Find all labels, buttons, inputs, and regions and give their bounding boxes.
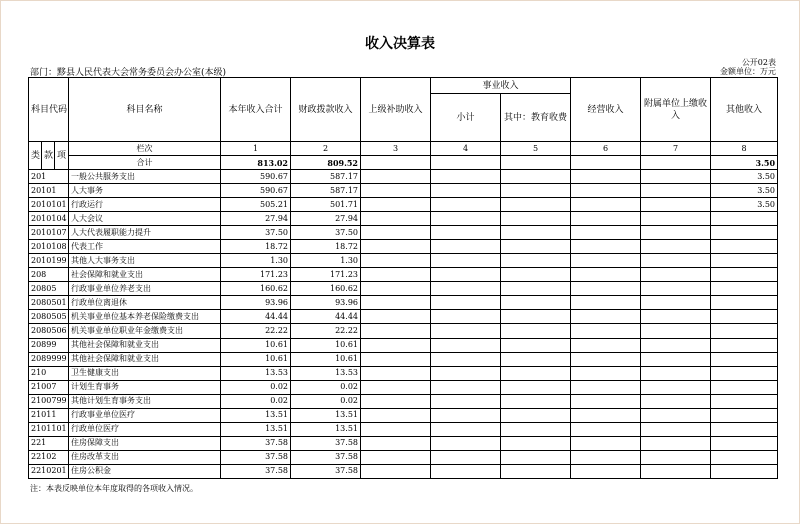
row-code: 2080506 <box>29 324 69 338</box>
department-label: 部门：黟县人民代表大会常务委员会办公室(本级) <box>30 68 227 78</box>
row-fiscal: 37.58 <box>291 436 361 450</box>
row-total: 22.22 <box>221 324 291 338</box>
table-row <box>29 212 778 226</box>
row-total: 27.94 <box>221 212 291 226</box>
row-name: 其他计划生育事务支出 <box>69 394 221 408</box>
col-number: 3 <box>361 142 431 156</box>
row-total: 0.02 <box>221 394 291 408</box>
table-row <box>29 380 778 394</box>
row-total: 13.51 <box>221 422 291 436</box>
row-fiscal: 171.23 <box>291 268 361 282</box>
row-total: 590.67 <box>221 170 291 184</box>
row-fiscal: 501.71 <box>291 198 361 212</box>
table-row <box>29 338 778 352</box>
col-number: 8 <box>711 142 778 156</box>
row-fiscal: 587.17 <box>291 170 361 184</box>
row-name: 一般公共服务支出 <box>69 170 221 184</box>
row-other <box>711 240 778 254</box>
total-row-other: 3.50 <box>711 156 778 170</box>
row-other <box>711 408 778 422</box>
row-code: 208 <box>29 268 69 282</box>
row-code: 2100799 <box>29 394 69 408</box>
row-code: 2010101 <box>29 198 69 212</box>
row-other <box>711 268 778 282</box>
row-total: 160.62 <box>221 282 291 296</box>
table-note: 注：本表反映单位本年度取得的各项收入情况。 <box>30 484 198 493</box>
row-name: 代表工作 <box>69 240 221 254</box>
row-name: 其他社会保障和就业支出 <box>69 338 221 352</box>
header-subtotal: 小计 <box>431 94 501 142</box>
row-code: 2080505 <box>29 310 69 324</box>
row-fiscal: 18.72 <box>291 240 361 254</box>
row-other <box>711 212 778 226</box>
header-operating: 经营收入 <box>571 78 641 142</box>
col-number: 2 <box>291 142 361 156</box>
row-total: 171.23 <box>221 268 291 282</box>
row-total: 10.61 <box>221 352 291 366</box>
row-other: 3.50 <box>711 198 778 212</box>
row-fiscal: 13.51 <box>291 408 361 422</box>
row-other <box>711 310 778 324</box>
row-name: 人大代表履职能力提升 <box>69 226 221 240</box>
col-label: 栏次 <box>69 142 221 156</box>
row-name: 人大会议 <box>69 212 221 226</box>
row-other <box>711 338 778 352</box>
row-fiscal: 587.17 <box>291 184 361 198</box>
header-edu: 其中：教育收费 <box>501 94 571 142</box>
row-total: 37.50 <box>221 226 291 240</box>
col-number: 1 <box>221 142 291 156</box>
table-row <box>29 296 778 310</box>
unit-label: 金额单位：万元 <box>720 67 776 76</box>
row-code: 2010108 <box>29 240 69 254</box>
page-title: 收入决算表 <box>365 36 435 52</box>
row-code: 2010107 <box>29 226 69 240</box>
header-xiang: 项 <box>55 142 69 170</box>
row-total: 37.58 <box>221 464 291 478</box>
row-other <box>711 464 778 478</box>
table-row <box>29 198 778 212</box>
row-other <box>711 226 778 240</box>
row-fiscal: 37.58 <box>291 450 361 464</box>
row-code: 210 <box>29 366 69 380</box>
row-fiscal: 44.44 <box>291 310 361 324</box>
header-total: 本年收入合计 <box>221 78 291 142</box>
row-other <box>711 422 778 436</box>
row-total: 44.44 <box>221 310 291 324</box>
table-row <box>29 254 778 268</box>
table-row <box>29 184 778 198</box>
row-name: 住房改革支出 <box>69 450 221 464</box>
row-code: 21011 <box>29 408 69 422</box>
header-code: 科目代码 <box>29 78 69 142</box>
row-total: 1.30 <box>221 254 291 268</box>
row-other <box>711 296 778 310</box>
row-name: 行政单位医疗 <box>69 422 221 436</box>
header-other: 其他收入 <box>711 78 778 142</box>
row-code: 20805 <box>29 282 69 296</box>
row-other <box>711 352 778 366</box>
row-other <box>711 450 778 464</box>
row-other: 3.50 <box>711 170 778 184</box>
row-code: 221 <box>29 436 69 450</box>
header-affiliated: 附属单位上缴收入 <box>641 78 711 142</box>
row-total: 10.61 <box>221 338 291 352</box>
row-fiscal: 27.94 <box>291 212 361 226</box>
table-row <box>29 352 778 366</box>
row-fiscal: 13.53 <box>291 366 361 380</box>
col-number: 6 <box>571 142 641 156</box>
row-fiscal: 1.30 <box>291 254 361 268</box>
header-name: 科目名称 <box>69 78 221 142</box>
row-fiscal: 10.61 <box>291 338 361 352</box>
row-fiscal: 160.62 <box>291 282 361 296</box>
total-row-fiscal: 809.52 <box>291 156 361 170</box>
table-row <box>29 436 778 450</box>
table-row <box>29 170 778 184</box>
header-superior: 上级补助收入 <box>361 78 431 142</box>
col-number: 7 <box>641 142 711 156</box>
row-code: 2080501 <box>29 296 69 310</box>
row-other: 3.50 <box>711 184 778 198</box>
row-name: 其他人大事务支出 <box>69 254 221 268</box>
table-row <box>29 394 778 408</box>
header-lei: 类 <box>29 142 42 170</box>
col-number: 5 <box>501 142 571 156</box>
row-name: 行政事业单位养老支出 <box>69 282 221 296</box>
row-fiscal: 10.61 <box>291 352 361 366</box>
row-total: 37.58 <box>221 436 291 450</box>
table-row <box>29 324 778 338</box>
row-code: 201 <box>29 170 69 184</box>
row-name: 计划生育事务 <box>69 380 221 394</box>
table-row <box>29 282 778 296</box>
row-code: 2010104 <box>29 212 69 226</box>
row-total: 590.67 <box>221 184 291 198</box>
total-row-label: 合计 <box>69 156 221 170</box>
row-code: 20101 <box>29 184 69 198</box>
row-other <box>711 380 778 394</box>
row-fiscal: 37.58 <box>291 464 361 478</box>
row-total: 13.53 <box>221 366 291 380</box>
row-other <box>711 324 778 338</box>
income-table <box>28 77 778 479</box>
row-other <box>711 254 778 268</box>
row-code: 2210201 <box>29 464 69 478</box>
row-other <box>711 282 778 296</box>
row-code: 21007 <box>29 380 69 394</box>
row-name: 行政事业单位医疗 <box>69 408 221 422</box>
table-row <box>29 422 778 436</box>
row-total: 13.51 <box>221 408 291 422</box>
row-name: 其他社会保障和就业支出 <box>69 352 221 366</box>
form-number: 公开02表 <box>741 58 776 67</box>
table-row <box>29 366 778 380</box>
row-name: 机关事业单位职业年金缴费支出 <box>69 324 221 338</box>
row-other <box>711 366 778 380</box>
row-total: 18.72 <box>221 240 291 254</box>
table-row <box>29 408 778 422</box>
table-row <box>29 450 778 464</box>
table-row <box>29 464 778 478</box>
row-fiscal: 13.51 <box>291 422 361 436</box>
row-code: 22102 <box>29 450 69 464</box>
row-total: 505.21 <box>221 198 291 212</box>
header-business-group: 事业收入 <box>431 78 571 94</box>
row-code: 20899 <box>29 338 69 352</box>
row-name: 社会保障和就业支出 <box>69 268 221 282</box>
row-code: 2010199 <box>29 254 69 268</box>
table-row <box>29 268 778 282</box>
row-code: 2101101 <box>29 422 69 436</box>
row-total: 37.58 <box>221 450 291 464</box>
row-name: 机关事业单位基本养老保险缴费支出 <box>69 310 221 324</box>
row-fiscal: 0.02 <box>291 380 361 394</box>
row-fiscal: 0.02 <box>291 394 361 408</box>
table-row <box>29 240 778 254</box>
row-fiscal: 93.96 <box>291 296 361 310</box>
row-total: 93.96 <box>221 296 291 310</box>
total-row-total: 813.02 <box>221 156 291 170</box>
row-name: 行政运行 <box>69 198 221 212</box>
row-name: 住房保障支出 <box>69 436 221 450</box>
col-number: 4 <box>431 142 501 156</box>
table-row <box>29 310 778 324</box>
header-fiscal: 财政拨款收入 <box>291 78 361 142</box>
row-other <box>711 394 778 408</box>
row-fiscal: 37.50 <box>291 226 361 240</box>
row-name: 人大事务 <box>69 184 221 198</box>
header-kuan: 款 <box>42 142 55 170</box>
row-fiscal: 22.22 <box>291 324 361 338</box>
row-total: 0.02 <box>221 380 291 394</box>
row-name: 住房公积金 <box>69 464 221 478</box>
table-row <box>29 226 778 240</box>
row-code: 2089999 <box>29 352 69 366</box>
row-name: 行政单位离退休 <box>69 296 221 310</box>
row-name: 卫生健康支出 <box>69 366 221 380</box>
row-other <box>711 436 778 450</box>
